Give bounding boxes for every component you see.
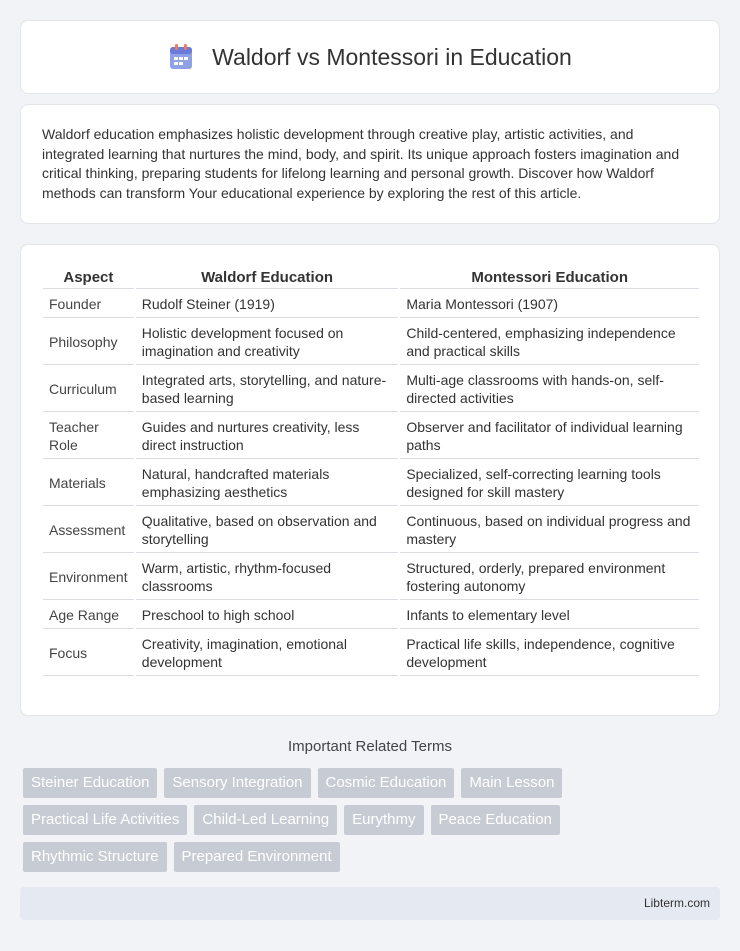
cell-waldorf: Rudolf Steiner (1919) xyxy=(136,291,399,318)
table-row xyxy=(43,508,699,553)
cell-montessori: Specialized, self-correcting learning tools designed for skill mastery xyxy=(400,461,699,506)
related-term-tag[interactable]: Peace Education xyxy=(431,805,560,835)
header-montessori: Montessori Education xyxy=(400,265,699,289)
cell-montessori: Practical life skills, independence, cognitive development xyxy=(400,631,699,676)
table-row xyxy=(43,320,699,365)
header-waldorf: Waldorf Education xyxy=(136,265,399,289)
comparison-table xyxy=(41,263,701,678)
cell-waldorf: Holistic development focused on imagination and creativity xyxy=(136,320,399,365)
cell-aspect: Teacher Role xyxy=(43,414,134,459)
footer xyxy=(20,887,720,920)
related-term-tag[interactable]: Sensory Integration xyxy=(164,768,310,798)
footer-site[interactable]: Libterm.com xyxy=(643,896,710,910)
table-row xyxy=(43,291,699,318)
related-terms-tags xyxy=(23,768,623,872)
cell-waldorf: Natural, handcrafted materials emphasizing aesthetics xyxy=(136,461,399,506)
page-title: Waldorf vs Montessori in Education xyxy=(212,43,572,70)
related-term-tag[interactable]: Rhythmic Structure xyxy=(23,842,167,872)
table-row xyxy=(43,461,699,506)
cell-montessori: Structured, orderly, prepared environment fostering autonomy xyxy=(400,555,699,600)
cell-aspect: Environment xyxy=(43,555,134,600)
cell-waldorf: Integrated arts, storytelling, and nature-based learning xyxy=(136,367,399,412)
related-term-tag[interactable]: Eurythmy xyxy=(344,805,423,835)
header-aspect: Aspect xyxy=(43,265,134,289)
cell-aspect: Philosophy xyxy=(43,320,134,365)
cell-waldorf: Creativity, imagination, emotional development xyxy=(136,631,399,676)
intro-text: Waldorf education emphasizes holistic development through creative play, artistic activities, and integrated learning that nurtures the mind, body, and spirit. Its unique approach fosters imagination and critical thinking, preparing students for lifelong learning and personal growth. Discover how Waldorf methods can transform Your educational experience by exploring the rest of this article. xyxy=(42,126,680,201)
cell-montessori: Infants to elementary level xyxy=(400,602,699,629)
related-terms-heading: Important Related Terms xyxy=(288,738,452,755)
cell-waldorf: Qualitative, based on observation and storytelling xyxy=(136,508,399,553)
cell-waldorf: Preschool to high school xyxy=(136,602,399,629)
cell-waldorf: Warm, artistic, rhythm-focused classrooms xyxy=(136,555,399,600)
cell-montessori: Continuous, based on individual progress and mastery xyxy=(400,508,699,553)
cell-waldorf: Guides and nurtures creativity, less direct instruction xyxy=(136,414,399,459)
cell-montessori: Multi-age classrooms with hands-on, self-directed activities xyxy=(400,367,699,412)
cell-montessori: Maria Montessori (1907) xyxy=(400,291,699,318)
table-row xyxy=(43,414,699,459)
related-term-tag[interactable]: Practical Life Activities xyxy=(23,805,187,835)
comparison-table-card xyxy=(20,244,720,716)
related-term-tag[interactable]: Steiner Education xyxy=(23,768,157,798)
table-header-row xyxy=(43,265,699,289)
related-term-tag[interactable]: Main Lesson xyxy=(461,768,562,798)
cell-aspect: Age Range xyxy=(43,602,134,629)
table-row xyxy=(43,631,699,676)
calendar-icon xyxy=(168,43,194,71)
cell-montessori: Observer and facilitator of individual learning paths xyxy=(400,414,699,459)
related-term-tag[interactable]: Prepared Environment xyxy=(174,842,340,872)
related-term-tag[interactable]: Cosmic Education xyxy=(318,768,455,798)
cell-aspect: Founder xyxy=(43,291,134,318)
cell-aspect: Focus xyxy=(43,631,134,676)
title-card xyxy=(20,20,720,94)
table-row xyxy=(43,555,699,600)
table-row xyxy=(43,367,699,412)
cell-aspect: Curriculum xyxy=(43,367,134,412)
related-term-tag[interactable]: Child-Led Learning xyxy=(194,805,337,835)
cell-montessori: Child-centered, emphasizing independence and practical skills xyxy=(400,320,699,365)
intro-card xyxy=(20,104,720,224)
table-row xyxy=(43,602,699,629)
cell-aspect: Materials xyxy=(43,461,134,506)
cell-aspect: Assessment xyxy=(43,508,134,553)
